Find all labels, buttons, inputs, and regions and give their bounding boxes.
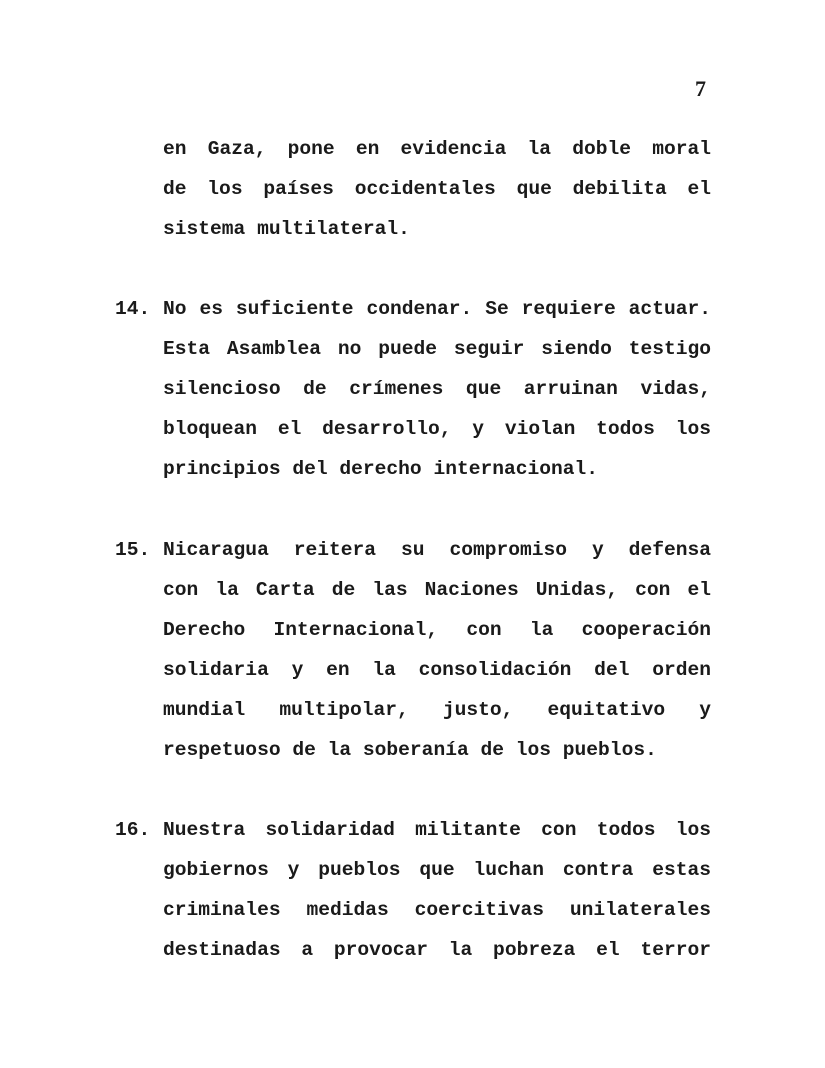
page-number: 7 xyxy=(695,76,706,101)
paragraph-number: 14. xyxy=(115,298,151,320)
text-line: respetuoso de la soberanía de los pueblos. xyxy=(163,739,657,761)
text-line: mundial multipolar, justo, equitativo y xyxy=(163,699,711,721)
text-line: silencioso de crímenes que arruinan vidas, xyxy=(163,378,711,400)
text-line: Derecho Internacional, con la cooperación xyxy=(163,619,711,641)
text-line: criminales medidas coercitivas unilaterales xyxy=(163,899,711,921)
text-line: No es suficiente condenar. Se requiere actuar. xyxy=(163,298,711,320)
text-line: de los países occidentales que debilita el xyxy=(163,178,711,200)
text-line: Esta Asamblea no puede seguir siendo testigo xyxy=(163,338,711,360)
text-line: Nicaragua reitera su compromiso y defensa xyxy=(163,539,711,561)
text-line: Nuestra solidaridad militante con todos los xyxy=(163,819,711,841)
paragraph-number: 16. xyxy=(115,819,151,841)
text-line: principios del derecho internacional. xyxy=(163,458,599,480)
text-line: en Gaza, pone en evidencia la doble moral xyxy=(163,138,711,160)
text-line: destinadas a provocar la pobreza el terror xyxy=(163,939,711,961)
text-line: gobiernos y pueblos que luchan contra estas xyxy=(163,859,711,881)
text-line: bloquean el desarrollo, y violan todos los xyxy=(163,418,711,440)
text-line: con la Carta de las Naciones Unidas, con el xyxy=(163,579,711,601)
text-line: sistema multilateral. xyxy=(163,218,410,240)
text-line: solidaria y en la consolidación del orden xyxy=(163,659,711,681)
paragraph-number: 15. xyxy=(115,539,151,561)
